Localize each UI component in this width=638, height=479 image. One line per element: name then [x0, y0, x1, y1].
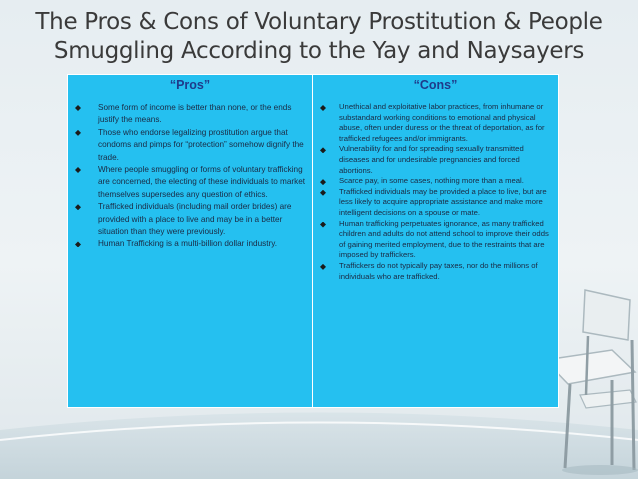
list-item — [313, 187, 558, 219]
bullet-icon — [320, 219, 327, 226]
list-item — [313, 176, 558, 187]
cons-list — [313, 102, 558, 282]
list-item-text: Trafficked individuals (including mail order brides) are provided with a place to live and may be in a better situation than they were previously. — [98, 202, 292, 237]
bullet-icon — [75, 238, 82, 245]
bullet-icon — [75, 102, 82, 109]
bullet-icon — [320, 261, 327, 268]
title-line-2: Smuggling According to the Yay and Naysayers — [53, 38, 585, 64]
list-item-text: Unethical and exploitative labor practices, from inhumane or substandard working conditions to emotional and physical abuse, often under duress or the threat of deportation, as for trafficked refugees and/or immigrants. — [339, 102, 545, 143]
list-item-text: Vulnerability for and for spreading sexually transmitted diseases and for undesirable pregnancies and forced abortions. — [339, 144, 524, 175]
pros-cons-table — [67, 74, 559, 408]
list-item — [313, 261, 558, 282]
list-item-text: Human Trafficking is a multi-billion dollar industry. — [98, 239, 277, 249]
list-item-text: Human trafficking perpetuates ignorance, as many trafficked children and adults do not attend school to improve their odds of gaining merited employment, due to the restraints that are imposed by traffickers. — [339, 218, 549, 260]
pros-list — [68, 102, 312, 251]
bullet-icon — [320, 144, 327, 151]
list-item — [313, 144, 558, 176]
list-item — [313, 102, 558, 144]
list-item-text: Those who endorse legalizing prostitution argue that condoms and pimps for “protection” somehow dignify the trade. — [98, 127, 304, 162]
cons-column — [313, 75, 558, 407]
list-item-text: Where people smuggling or forms of voluntary trafficking are concerned, the electing of these individuals to market themselves supersedes any question of ethics. — [98, 165, 306, 199]
bullet-icon — [320, 102, 327, 109]
title-line-1: The Pros & Cons of Voluntary Prostitution & People — [35, 9, 603, 35]
pros-header: “Pros” — [169, 78, 211, 92]
list-item — [68, 102, 312, 127]
list-item — [68, 238, 312, 250]
bullet-icon — [320, 187, 327, 194]
list-item — [68, 127, 312, 164]
slide-title — [10, 8, 628, 66]
pros-column — [68, 75, 313, 407]
bullet-icon — [75, 127, 82, 134]
bullet-icon — [75, 201, 82, 208]
list-item — [313, 219, 558, 261]
list-item-text: Scarce pay, in some cases, nothing more than a meal. — [339, 176, 524, 186]
cons-header: “Cons” — [413, 78, 458, 92]
list-item — [68, 164, 312, 201]
list-item-text: Trafficked individuals may be provided a place to live, but are less likely to acquire appropriate assistance and make more intelligent decisions on a spouse or mate. — [339, 186, 547, 217]
list-item — [68, 201, 312, 238]
list-item-text: Some form of income is better than none, or the ends justify the means. — [98, 103, 292, 125]
list-item-text: Traffickers do not typically pay taxes, nor do the millions of individuals who are trafficked. — [339, 260, 538, 281]
bullet-icon — [320, 176, 327, 183]
bullet-icon — [75, 164, 82, 171]
